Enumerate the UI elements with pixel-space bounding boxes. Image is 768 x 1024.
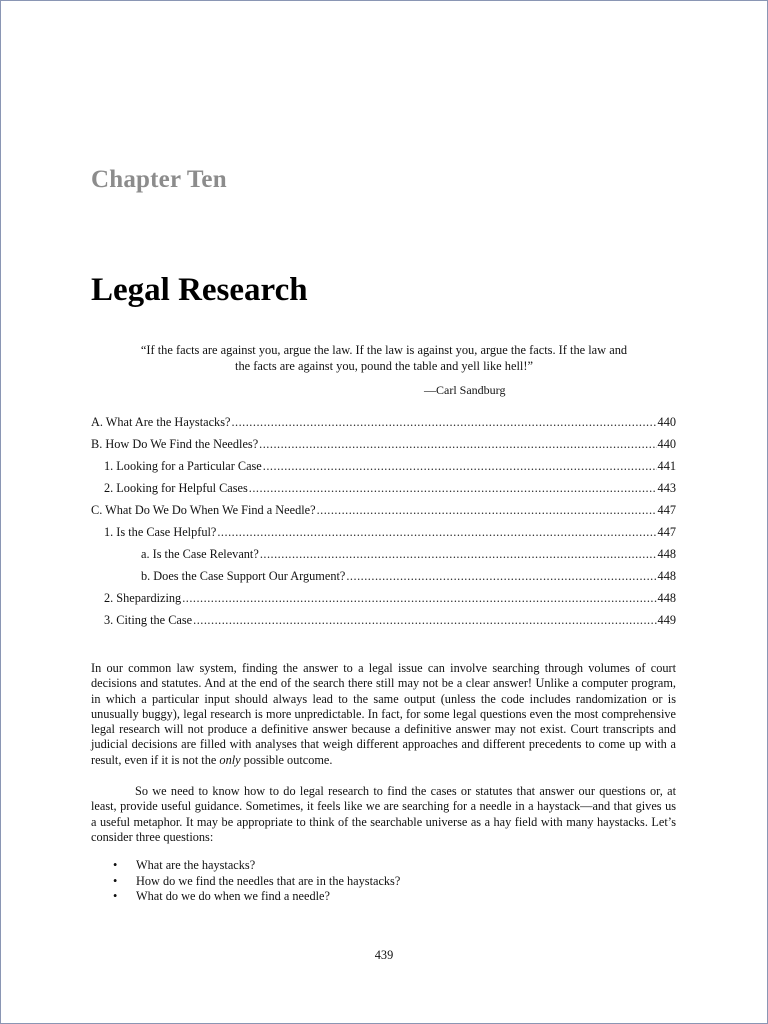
toc-dot-leader <box>346 565 656 587</box>
bullet-icon: • <box>113 889 118 903</box>
toc-dot-leader <box>231 411 656 433</box>
toc-entry[interactable] <box>91 543 676 565</box>
list-item <box>91 874 676 890</box>
toc-entry-label: 1. Is the Case Helpful? <box>104 525 217 539</box>
toc-entry-page: 447 <box>657 503 676 517</box>
toc-dot-leader <box>317 499 657 521</box>
epigraph-attribution: —Carl Sandburg <box>424 383 506 397</box>
toc-entry[interactable] <box>91 609 676 631</box>
toc-entry-label: b. Does the Case Support Our Argument? <box>141 569 346 583</box>
toc-entry[interactable] <box>91 565 676 587</box>
toc-entry-label: 2. Looking for Helpful Cases <box>104 481 248 495</box>
toc-entry-label: C. What Do We Do When We Find a Needle? <box>91 503 316 517</box>
toc-entry-label: a. Is the Case Relevant? <box>141 547 259 561</box>
bullet-icon: • <box>113 858 118 872</box>
toc-dot-leader <box>182 587 656 609</box>
list-item-text: What are the haystacks? <box>136 858 256 872</box>
toc-entry-page: 440 <box>657 437 676 451</box>
toc-entry[interactable] <box>91 521 676 543</box>
epigraph-quote: “If the facts are against you, argue the law. If the law is against you, argue the facts. If the law and the facts are against you, pound the table and yell like hell!” <box>140 343 628 373</box>
toc-dot-leader <box>193 609 656 631</box>
toc-entry-page: 448 <box>657 569 676 583</box>
toc-dot-leader <box>249 477 657 499</box>
toc-entry-page: 447 <box>657 525 676 539</box>
paragraph-text: possible outcome. <box>240 752 333 767</box>
toc-entry-label: B. How Do We Find the Needles? <box>91 437 259 451</box>
toc-entry[interactable] <box>91 411 676 433</box>
emphasis-text: only <box>219 752 241 767</box>
toc-entry-label: 2. Shepardizing <box>104 591 182 605</box>
body-paragraph-2: So we need to know how to do legal research to find the cases or statutes that answer our questions or, at least, provide useful guidance. Sometimes, it feels like we are searching for a needle in a haystack—and that gives us a useful metaphor. It may be appropriate to think of the searchable universe as a hay field with many haystacks. Let’s consider three questions: <box>91 784 676 844</box>
toc-entry[interactable] <box>91 499 676 521</box>
question-list <box>91 858 676 905</box>
toc-entry-page: 440 <box>657 415 676 429</box>
chapter-title: Legal Research <box>91 272 308 308</box>
page-number: 439 <box>374 948 394 962</box>
list-item <box>91 889 676 905</box>
toc-entry[interactable] <box>91 587 676 609</box>
toc-entry[interactable] <box>91 477 676 499</box>
toc-entry-page: 448 <box>657 547 676 561</box>
list-item <box>91 858 676 874</box>
chapter-label: Chapter Ten <box>91 166 227 193</box>
toc-entry-page: 443 <box>657 481 676 495</box>
toc-entry-label: 1. Looking for a Particular Case <box>104 459 262 473</box>
toc-entry-page: 449 <box>657 613 676 627</box>
paragraph-text: In our common law system, finding the answer to a legal issue can involve searching through volumes of court decisions and statutes. And at the end of the search there still may not be a clear answer! Unlike a computer program, in which a particular input should always lead to the same output (unless the code includes randomization or is unusually buggy), legal research is more unpredictable. In fact, for some legal questions even the most comprehensive legal research will not produce a definitive answer because a definitive answer may not exist. Court transcripts and judicial decisions are filled with analyses that weigh different approaches and different precedents to come up with a result, even if it is not the <box>91 661 676 767</box>
toc-entry[interactable] <box>91 455 676 477</box>
bullet-icon: • <box>113 873 118 888</box>
body-paragraph-1 <box>91 661 676 768</box>
toc-dot-leader <box>217 521 656 543</box>
toc-entry-page: 448 <box>657 591 676 605</box>
toc-dot-leader <box>263 455 657 477</box>
toc-entry-label: 3. Citing the Case <box>104 613 193 627</box>
list-item-text: How do we find the needles that are in the haystacks? <box>136 873 401 888</box>
list-item-text: What do we do when we find a needle? <box>136 889 330 903</box>
table-of-contents <box>91 411 676 631</box>
toc-entry[interactable] <box>91 433 676 455</box>
toc-dot-leader <box>260 543 657 565</box>
toc-dot-leader <box>259 433 656 455</box>
toc-entry-label: A. What Are the Haystacks? <box>91 415 231 429</box>
toc-entry-page: 441 <box>657 459 676 473</box>
